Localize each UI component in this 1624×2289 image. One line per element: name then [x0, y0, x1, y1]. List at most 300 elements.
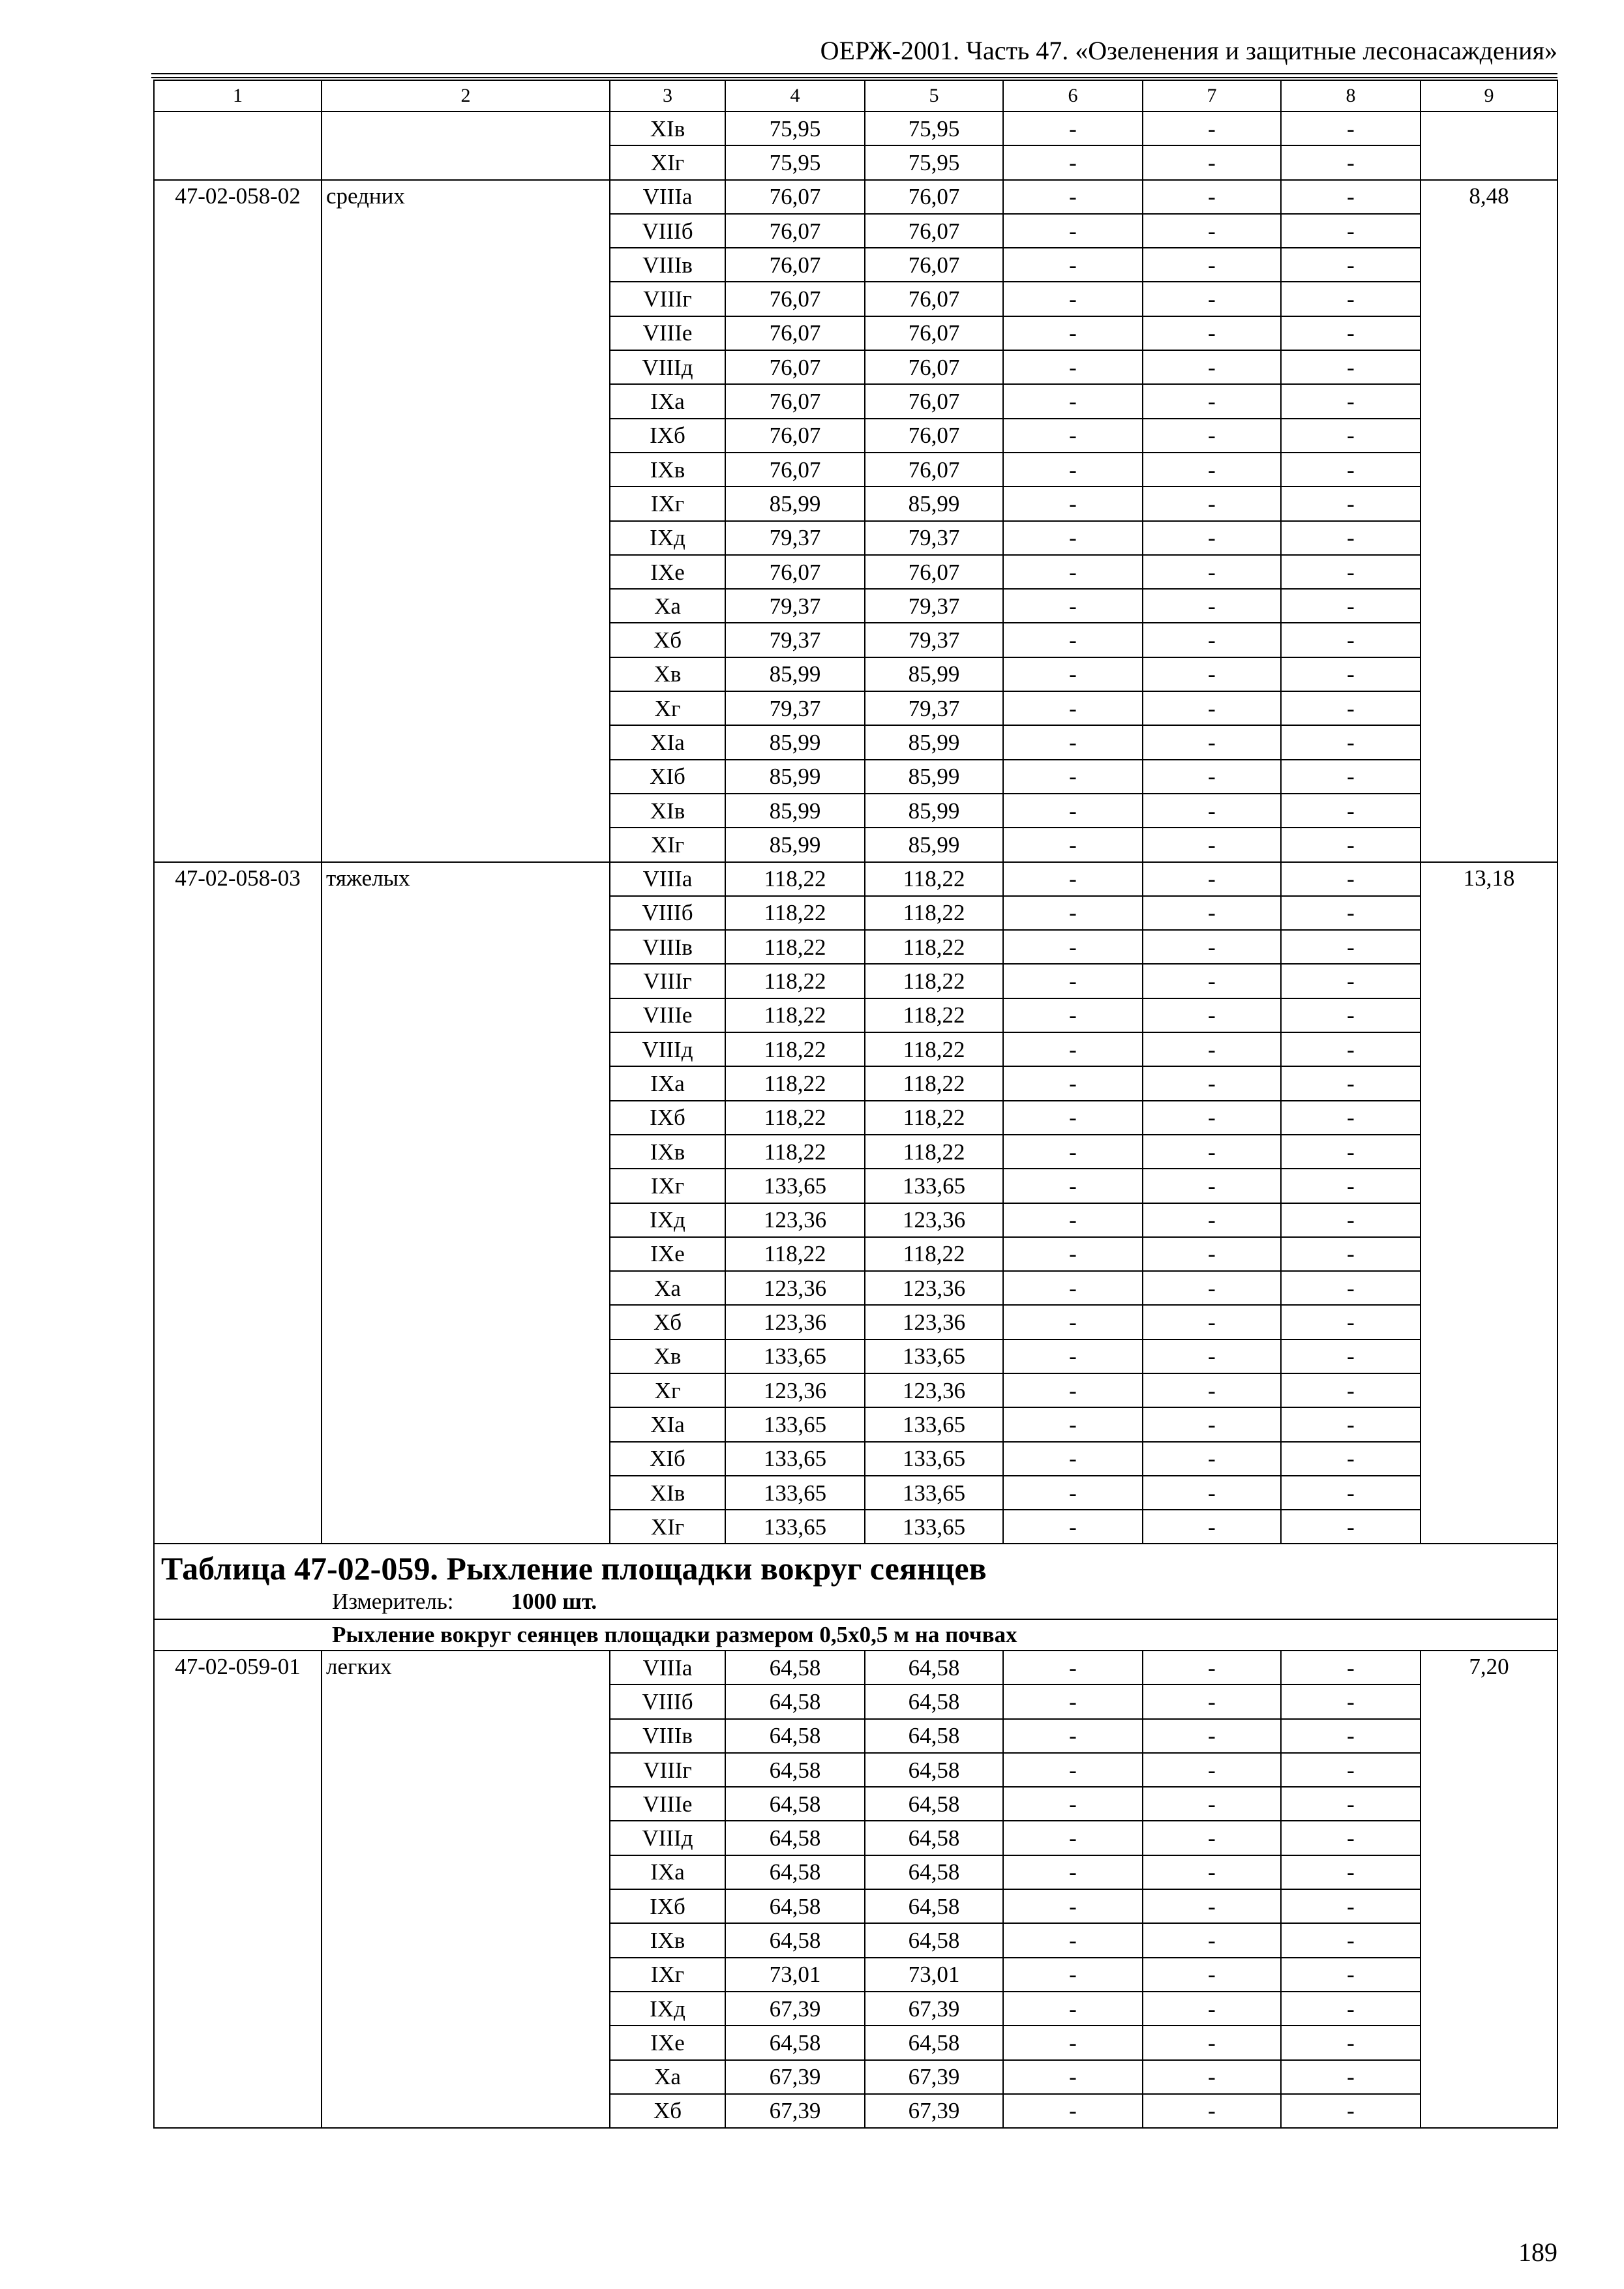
table-cell: -: [1003, 316, 1143, 350]
table-cell: -: [1281, 1101, 1421, 1135]
table-cell: -: [1003, 453, 1143, 486]
table-cell: 133,65: [725, 1407, 865, 1441]
table-cell: -: [1003, 1339, 1143, 1373]
table-cell: -: [1003, 1032, 1143, 1066]
table-cell: -: [1281, 1651, 1421, 1684]
table-cell: -: [1143, 725, 1281, 759]
table-cell: -: [1003, 1407, 1143, 1441]
table-cell: -: [1143, 1237, 1281, 1271]
table-cell: 75,95: [865, 112, 1003, 145]
table-cell: 76,07: [865, 419, 1003, 453]
rate-value-col9: 13,18: [1421, 862, 1557, 1544]
table-cell: -: [1143, 419, 1281, 453]
table-cell: -: [1003, 180, 1143, 214]
table-cell: -: [1281, 2026, 1421, 2059]
table-cell: 118,22: [725, 1135, 865, 1169]
table-cell: 76,07: [865, 248, 1003, 282]
table-cell: -: [1281, 384, 1421, 418]
column-number: 9: [1421, 80, 1557, 112]
table-cell: -: [1003, 794, 1143, 828]
table-cell: -: [1281, 214, 1421, 248]
column-number: 3: [610, 80, 725, 112]
table-row: [154, 862, 1557, 896]
table-cell: 123,36: [865, 1203, 1003, 1237]
table-cell: VIIIд: [610, 350, 725, 384]
table-cell: -: [1143, 282, 1281, 316]
table-cell: -: [1281, 1032, 1421, 1066]
table-cell: 85,99: [725, 725, 865, 759]
table-cell: -: [1281, 350, 1421, 384]
table-cell: 118,22: [865, 930, 1003, 964]
table-cell: -: [1143, 896, 1281, 930]
table-cell: -: [1003, 1651, 1143, 1684]
table-cell: -: [1281, 180, 1421, 214]
table-cell: Xг: [610, 1373, 725, 1407]
column-number: 8: [1281, 80, 1421, 112]
table-cell: 76,07: [865, 453, 1003, 486]
table-cell: VIIIе: [610, 1787, 725, 1821]
table-cell: -: [1281, 316, 1421, 350]
table-cell: 76,07: [865, 282, 1003, 316]
rate-value-col9: 8,48: [1421, 180, 1557, 862]
table-cell: -: [1143, 1135, 1281, 1169]
table-cell: -: [1281, 964, 1421, 998]
table-cell: -: [1143, 1753, 1281, 1787]
rate-code: [154, 112, 322, 180]
table-cell: 133,65: [725, 1510, 865, 1544]
table-cell: XIг: [610, 1510, 725, 1544]
table-cell: -: [1281, 794, 1421, 828]
table-cell: 123,36: [865, 1271, 1003, 1305]
table-cell: 85,99: [865, 794, 1003, 828]
table-cell: 76,07: [725, 350, 865, 384]
table-cell: 76,07: [725, 214, 865, 248]
table-cell: -: [1003, 2026, 1143, 2059]
table-cell: VIIIа: [610, 180, 725, 214]
table-cell: -: [1143, 1305, 1281, 1339]
table-cell: -: [1281, 1476, 1421, 1510]
table-cell: VIIIб: [610, 896, 725, 930]
table-cell: 118,22: [865, 1066, 1003, 1100]
table-title: Таблица 47-02-059. Рыхление площадки вокруг сеянцев: [161, 1550, 987, 1587]
table-cell: 79,37: [725, 521, 865, 555]
table-cell: 123,36: [725, 1373, 865, 1407]
table-cell: -: [1143, 1821, 1281, 1855]
table-cell: -: [1003, 998, 1143, 1032]
table-cell: -: [1281, 862, 1421, 896]
table-cell: 118,22: [865, 862, 1003, 896]
table-cell: 118,22: [725, 1237, 865, 1271]
table-cell: 123,36: [725, 1203, 865, 1237]
rate-name: средних: [322, 180, 610, 862]
table-cell: -: [1281, 1237, 1421, 1271]
table-cell: -: [1143, 1855, 1281, 1889]
table-row: [154, 112, 1557, 145]
table-cell: -: [1003, 657, 1143, 691]
table-cell: -: [1143, 1169, 1281, 1203]
table-cell: -: [1281, 930, 1421, 964]
table-cell: 64,58: [725, 2026, 865, 2059]
table-cell: -: [1003, 1787, 1143, 1821]
table-cell: XIб: [610, 760, 725, 794]
table-cell: -: [1143, 248, 1281, 282]
table-cell: VIIIд: [610, 1821, 725, 1855]
table-cell: 67,39: [865, 2094, 1003, 2128]
table-cell: 76,07: [725, 248, 865, 282]
table-cell: 76,07: [865, 350, 1003, 384]
table-title-cell: [154, 1544, 1557, 1619]
column-number: 1: [154, 80, 322, 112]
table-cell: -: [1281, 1373, 1421, 1407]
table-cell: 79,37: [865, 691, 1003, 725]
table-cell: VIIIб: [610, 1684, 725, 1718]
table-cell: -: [1003, 1066, 1143, 1100]
table-cell: IXе: [610, 2026, 725, 2059]
table-cell: 118,22: [725, 1101, 865, 1135]
table-cell: -: [1281, 1203, 1421, 1237]
table-cell: IXа: [610, 1066, 725, 1100]
table-cell: 118,22: [865, 1101, 1003, 1135]
table-cell: -: [1143, 930, 1281, 964]
table-cell: -: [1281, 419, 1421, 453]
table-cell: 85,99: [865, 486, 1003, 520]
table-cell: VIIIе: [610, 316, 725, 350]
table-cell: -: [1281, 1684, 1421, 1718]
table-cell: 79,37: [725, 623, 865, 657]
column-number: 4: [725, 80, 865, 112]
table-cell: -: [1143, 486, 1281, 520]
table-cell: -: [1143, 657, 1281, 691]
table-cell: VIIIд: [610, 1032, 725, 1066]
table-cell: 118,22: [865, 1032, 1003, 1066]
table-cell: -: [1003, 1821, 1143, 1855]
table-cell: -: [1143, 1101, 1281, 1135]
table-cell: -: [1003, 930, 1143, 964]
table-cell: -: [1281, 1923, 1421, 1957]
table-cell: -: [1003, 1923, 1143, 1957]
table-cell: 64,58: [865, 1684, 1003, 1718]
table-cell: -: [1003, 1373, 1143, 1407]
rate-value-col9: 7,20: [1421, 1651, 1557, 2128]
table-cell: -: [1143, 112, 1281, 145]
table-cell: 118,22: [725, 930, 865, 964]
table-cell: -: [1003, 282, 1143, 316]
table-cell: -: [1003, 691, 1143, 725]
table-cell: IXв: [610, 453, 725, 486]
rate-name: [322, 112, 610, 180]
table-cell: -: [1281, 760, 1421, 794]
table-cell: XIв: [610, 1476, 725, 1510]
table-cell: -: [1143, 316, 1281, 350]
table-cell: -: [1143, 862, 1281, 896]
table-cell: 64,58: [865, 2026, 1003, 2059]
table-cell: 133,65: [865, 1407, 1003, 1441]
table-cell: IXд: [610, 1203, 725, 1237]
table-cell: -: [1143, 1271, 1281, 1305]
table-cell: -: [1143, 384, 1281, 418]
table-cell: -: [1003, 1889, 1143, 1923]
table-cell: -: [1281, 1339, 1421, 1373]
table-cell: 64,58: [725, 1719, 865, 1753]
table-cell: -: [1003, 1135, 1143, 1169]
table-cell: 64,58: [725, 1787, 865, 1821]
table-cell: -: [1281, 1510, 1421, 1544]
table-cell: 133,65: [865, 1339, 1003, 1373]
table-cell: 133,65: [725, 1169, 865, 1203]
table-cell: -: [1003, 760, 1143, 794]
table-cell: -: [1281, 1271, 1421, 1305]
table-cell: 75,95: [725, 112, 865, 145]
measure-line: [155, 1587, 1557, 1619]
table-cell: -: [1003, 1203, 1143, 1237]
table-cell: Xв: [610, 1339, 725, 1373]
rate-code: 47-02-058-03: [154, 862, 322, 1544]
table-cell: -: [1003, 1476, 1143, 1510]
table-cell: 133,65: [725, 1442, 865, 1476]
table-cell: 64,58: [725, 1923, 865, 1957]
table-cell: 76,07: [725, 419, 865, 453]
table-cell: 85,99: [725, 486, 865, 520]
table-cell: 118,22: [725, 1032, 865, 1066]
table-cell: -: [1143, 691, 1281, 725]
table-cell: 118,22: [865, 896, 1003, 930]
table-cell: XIг: [610, 145, 725, 179]
table-cell: -: [1143, 2094, 1281, 2128]
table-cell: -: [1003, 862, 1143, 896]
table-cell: -: [1281, 282, 1421, 316]
table-cell: -: [1281, 1855, 1421, 1889]
table-cell: 64,58: [865, 1923, 1003, 1957]
table-cell: -: [1281, 2060, 1421, 2094]
table-cell: -: [1003, 555, 1143, 589]
table-cell: -: [1143, 453, 1281, 486]
table-cell: -: [1143, 2026, 1281, 2059]
table-cell: VIIIг: [610, 1753, 725, 1787]
table-cell: -: [1003, 1855, 1143, 1889]
table-cell: 76,07: [865, 555, 1003, 589]
table-cell: -: [1143, 1203, 1281, 1237]
table-cell: 67,39: [725, 2060, 865, 2094]
table-cell: -: [1143, 1787, 1281, 1821]
table-cell: VIIIа: [610, 862, 725, 896]
table-cell: -: [1143, 1719, 1281, 1753]
table-cell: 76,07: [865, 214, 1003, 248]
table-cell: -: [1143, 2060, 1281, 2094]
table-cell: -: [1281, 521, 1421, 555]
table-cell: -: [1003, 214, 1143, 248]
table-cell: -: [1003, 145, 1143, 179]
table-cell: -: [1143, 1442, 1281, 1476]
table-cell: 123,36: [865, 1305, 1003, 1339]
table-cell: XIа: [610, 725, 725, 759]
table-cell: -: [1281, 828, 1421, 861]
table-cell: -: [1003, 1510, 1143, 1544]
table-cell: -: [1143, 1407, 1281, 1441]
table-cell: IXб: [610, 1889, 725, 1923]
table-cell: 64,58: [865, 1753, 1003, 1787]
table-cell: -: [1143, 1066, 1281, 1100]
table-cell: -: [1003, 1305, 1143, 1339]
table-cell: -: [1003, 1753, 1143, 1787]
table-cell: 85,99: [865, 657, 1003, 691]
table-cell: VIIIг: [610, 964, 725, 998]
table-cell: Xа: [610, 1271, 725, 1305]
table-cell: -: [1143, 1651, 1281, 1684]
measure-value: 1000 шт.: [511, 1589, 597, 1615]
table-cell: -: [1003, 112, 1143, 145]
table-cell: -: [1281, 1135, 1421, 1169]
table-cell: Xг: [610, 691, 725, 725]
table-cell: IXб: [610, 1101, 725, 1135]
table-cell: 67,39: [725, 1992, 865, 2026]
table-cell: 133,65: [865, 1169, 1003, 1203]
table-cell: -: [1281, 896, 1421, 930]
table-cell: IXб: [610, 419, 725, 453]
table-cell: -: [1281, 589, 1421, 623]
table-cell: 79,37: [865, 521, 1003, 555]
table-cell: 64,58: [725, 1889, 865, 1923]
rate-code: 47-02-059-01: [154, 1651, 322, 2128]
table-cell: IXг: [610, 1958, 725, 1992]
rate-name: легких: [322, 1651, 610, 2128]
table-cell: -: [1281, 1992, 1421, 2026]
table-cell: Xа: [610, 2060, 725, 2094]
table-cell: IXв: [610, 1923, 725, 1957]
table-cell: -: [1281, 2094, 1421, 2128]
table-cell: 118,22: [865, 1135, 1003, 1169]
rate-code: 47-02-058-02: [154, 180, 322, 862]
table-cell: -: [1281, 1407, 1421, 1441]
measure-label: Измеритель:: [332, 1589, 454, 1615]
table-cell: -: [1281, 1889, 1421, 1923]
table-cell: -: [1281, 691, 1421, 725]
table-cell: 73,01: [865, 1958, 1003, 1992]
table-cell: -: [1281, 1821, 1421, 1855]
table-cell: 67,39: [865, 1992, 1003, 2026]
table-cell: 85,99: [725, 794, 865, 828]
table-cell: 64,58: [865, 1787, 1003, 1821]
table-cell: 75,95: [725, 145, 865, 179]
table-cell: -: [1281, 1787, 1421, 1821]
table-cell: 64,58: [725, 1753, 865, 1787]
table-cell: XIг: [610, 828, 725, 861]
page-number: 189: [1518, 2237, 1557, 2267]
table-cell: -: [1003, 1684, 1143, 1718]
table-cell: 118,22: [865, 1237, 1003, 1271]
table-cell: -: [1281, 1958, 1421, 1992]
table-cell: VIIIв: [610, 1719, 725, 1753]
table-cell: 85,99: [725, 657, 865, 691]
table-cell: -: [1143, 760, 1281, 794]
table-cell: -: [1143, 1889, 1281, 1923]
table-cell: -: [1143, 521, 1281, 555]
table-cell: 133,65: [725, 1339, 865, 1373]
table-cell: XIа: [610, 1407, 725, 1441]
table-cell: -: [1143, 145, 1281, 179]
table-cell: -: [1281, 1753, 1421, 1787]
table-cell: -: [1143, 1032, 1281, 1066]
table-cell: XIб: [610, 1442, 725, 1476]
table-cell: -: [1003, 1958, 1143, 1992]
table-cell: 76,07: [865, 180, 1003, 214]
table-cell: 76,07: [725, 282, 865, 316]
table-cell: -: [1143, 555, 1281, 589]
table-cell: -: [1003, 896, 1143, 930]
table-subtitle: Рыхление вокруг сеянцев площадки размером 0,5х0,5 м на почвах: [154, 1619, 1557, 1651]
table-cell: Xб: [610, 2094, 725, 2128]
table-cell: -: [1003, 623, 1143, 657]
table-cell: 133,65: [865, 1476, 1003, 1510]
table-cell: 64,58: [725, 1821, 865, 1855]
table-cell: IXд: [610, 521, 725, 555]
table-cell: -: [1281, 623, 1421, 657]
table-cell: -: [1003, 2094, 1143, 2128]
table-cell: 85,99: [865, 725, 1003, 759]
table-cell: 118,22: [865, 998, 1003, 1032]
table-cell: -: [1143, 828, 1281, 861]
table-cell: -: [1003, 964, 1143, 998]
table-cell: 123,36: [865, 1373, 1003, 1407]
column-number: 2: [322, 80, 610, 112]
table-row: [154, 180, 1557, 214]
table-cell: -: [1003, 1992, 1143, 2026]
table-cell: VIIIа: [610, 1651, 725, 1684]
table-cell: IXд: [610, 1992, 725, 2026]
table-cell: 64,58: [865, 1821, 1003, 1855]
table-cell: -: [1143, 964, 1281, 998]
table-cell: 76,07: [725, 384, 865, 418]
table-cell: 118,22: [725, 998, 865, 1032]
table-cell: Xа: [610, 589, 725, 623]
rate-name: тяжелых: [322, 862, 610, 1544]
table-cell: -: [1003, 350, 1143, 384]
table-cell: -: [1143, 794, 1281, 828]
table-cell: 118,22: [725, 1066, 865, 1100]
table-title-row: [154, 1544, 1557, 1619]
table-cell: Xб: [610, 623, 725, 657]
table-cell: 85,99: [865, 760, 1003, 794]
table-cell: Xв: [610, 657, 725, 691]
table-subtitle-row: [154, 1619, 1557, 1651]
table-cell: -: [1281, 1066, 1421, 1100]
table-cell: -: [1143, 1476, 1281, 1510]
table-cell: 79,37: [865, 589, 1003, 623]
table-cell: -: [1143, 1510, 1281, 1544]
table-cell: 64,58: [725, 1855, 865, 1889]
table-cell: IXа: [610, 384, 725, 418]
table-cell: 118,22: [725, 896, 865, 930]
table-cell: 76,07: [725, 453, 865, 486]
table-cell: 76,07: [725, 555, 865, 589]
table-cell: Xб: [610, 1305, 725, 1339]
table-cell: 79,37: [725, 691, 865, 725]
table-cell: 123,36: [725, 1305, 865, 1339]
header-rule-top: [151, 73, 1557, 74]
rate-value-col9: [1421, 112, 1557, 180]
table-cell: -: [1281, 1442, 1421, 1476]
table-cell: -: [1143, 1958, 1281, 1992]
table-cell: -: [1281, 486, 1421, 520]
norms-table: [153, 80, 1558, 2129]
table-cell: -: [1003, 1271, 1143, 1305]
table-cell: 76,07: [865, 384, 1003, 418]
table-cell: VIIIе: [610, 998, 725, 1032]
table-cell: IXа: [610, 1855, 725, 1889]
table-cell: -: [1143, 589, 1281, 623]
table-cell: 133,65: [865, 1510, 1003, 1544]
table-cell: -: [1281, 1719, 1421, 1753]
table-cell: -: [1281, 1305, 1421, 1339]
